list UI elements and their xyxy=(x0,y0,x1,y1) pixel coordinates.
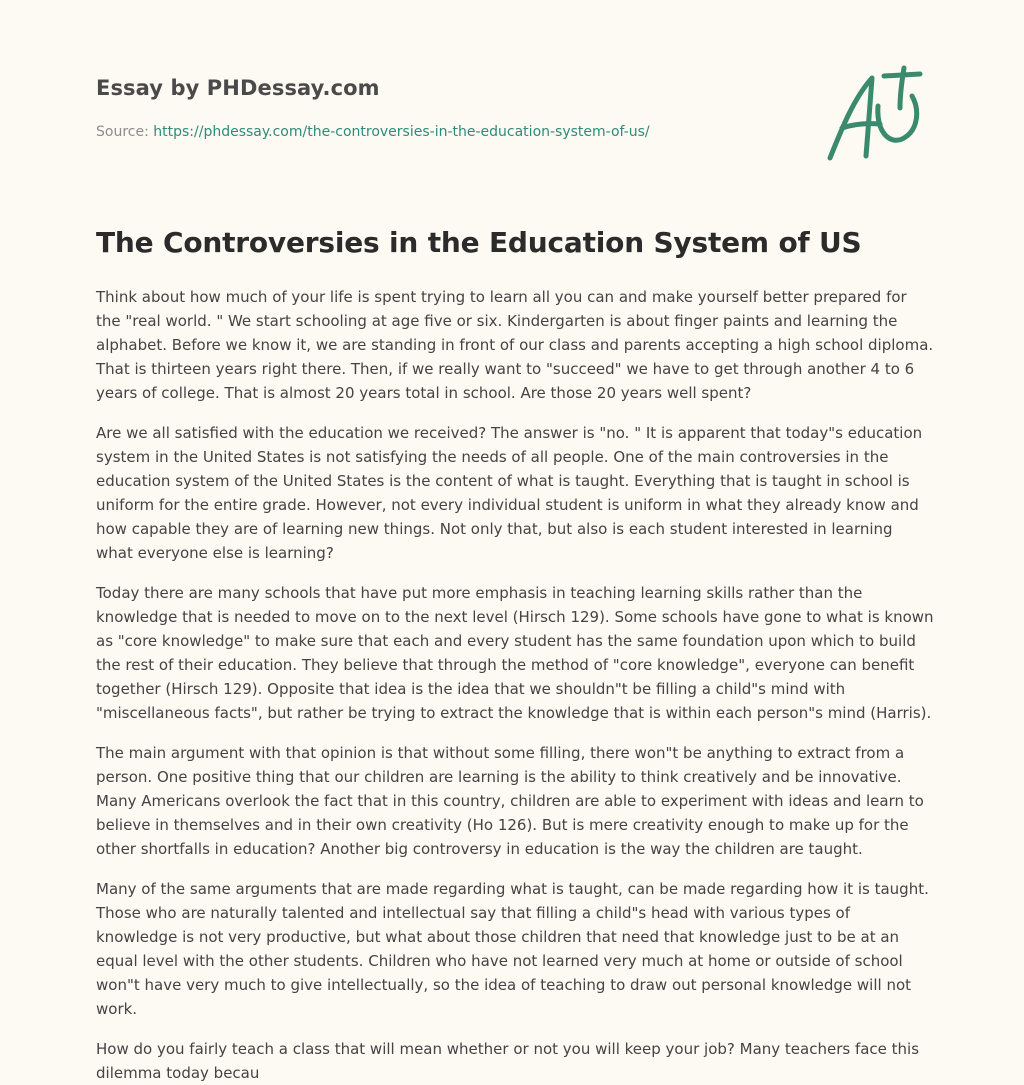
essay-paragraph-1: Think about how much of your life is spent trying to learn all you can and make yourself better prepared for the "real world. " We start schooling at age five or six. Kindergarten is about finger paints and learning the alphabet. Before we know it, we are standing in front of our class and parents accepting a high school diploma. That is thirteen years right there. Then, if we really want to "succeed" we have to get through another 4 to 6 years of college. That is almost 20 years total in school. Are those 20 years well spent? xyxy=(96,288,934,402)
essay-paragraph-5: Many of the same arguments that are made regarding what is taught, can be made regarding how it is taught. Those who are naturally talented and intellectual say that filling a child"s head with various types of knowledge is not very productive, but what about those children that need that knowledge just to be at an equal level with the other students. Children who have not learned very much at home or outside of school won"t have very much to give intellectually, so the idea of teaching to draw out personal knowledge will not work. xyxy=(96,880,929,1018)
source-line xyxy=(96,124,650,140)
essay-paragraph-3: Today there are many schools that have put more emphasis in teaching learning skills rather than the knowledge that is needed to move on to the next level (Hirsch 129). Some schools have gone to what is known as "core knowledge" to make sure that each and every student has the same foundation upon which to build the rest of their education. They believe that through the method of "core knowledge", everyone can benefit together (Hirsch 129). Opposite that idea is the idea that we shouldn"t be filling a child"s mind with "miscellaneous facts", but rather be trying to extract the knowledge that is within each person"s mind (Harris). xyxy=(96,584,934,722)
site-brand: Essay by PHDessay.com xyxy=(96,76,380,100)
essay-paragraph-2: Are we all satisfied with the education we received? The answer is "no. " It is apparent that today"s education system in the United States is not satisfying the needs of all people. One of the main controversies in the education system of the United States is the content of what is taught. Everything that is taught in school is uniform for the entire grade. However, not every individual student is uniform in what they already know and how capable they are of learning new things. Not only that, but also is each student interested in learning what everyone else is learning? xyxy=(96,424,923,562)
essay-paragraph-6: How do you fairly teach a class that will mean whether or not you will keep your job? Many teachers face this dilemma today becau xyxy=(96,1040,920,1082)
source-link[interactable]: https://phdessay.com/the-controversies-in-the-education-system-of-us/ xyxy=(153,124,650,140)
essay-body xyxy=(96,285,934,1082)
essay-paragraph-4: The main argument with that opinion is that without some filling, there won"t be anything to extract from a person. One positive thing that our children are learning is the ability to think creatively and be innovative. Many Americans overlook the fact that in this country, children are able to experiment with ideas and learn to believe in themselves and in their own creativity (Ho 126). But is mere creativity enough to make up for the other shortfalls in education? Another big controversy in education is the way the children are taught. xyxy=(96,744,924,858)
essay-title: The Controversies in the Education System of US xyxy=(96,226,862,259)
source-label: Source: xyxy=(96,124,154,140)
a-plus-logo-icon xyxy=(820,66,930,166)
